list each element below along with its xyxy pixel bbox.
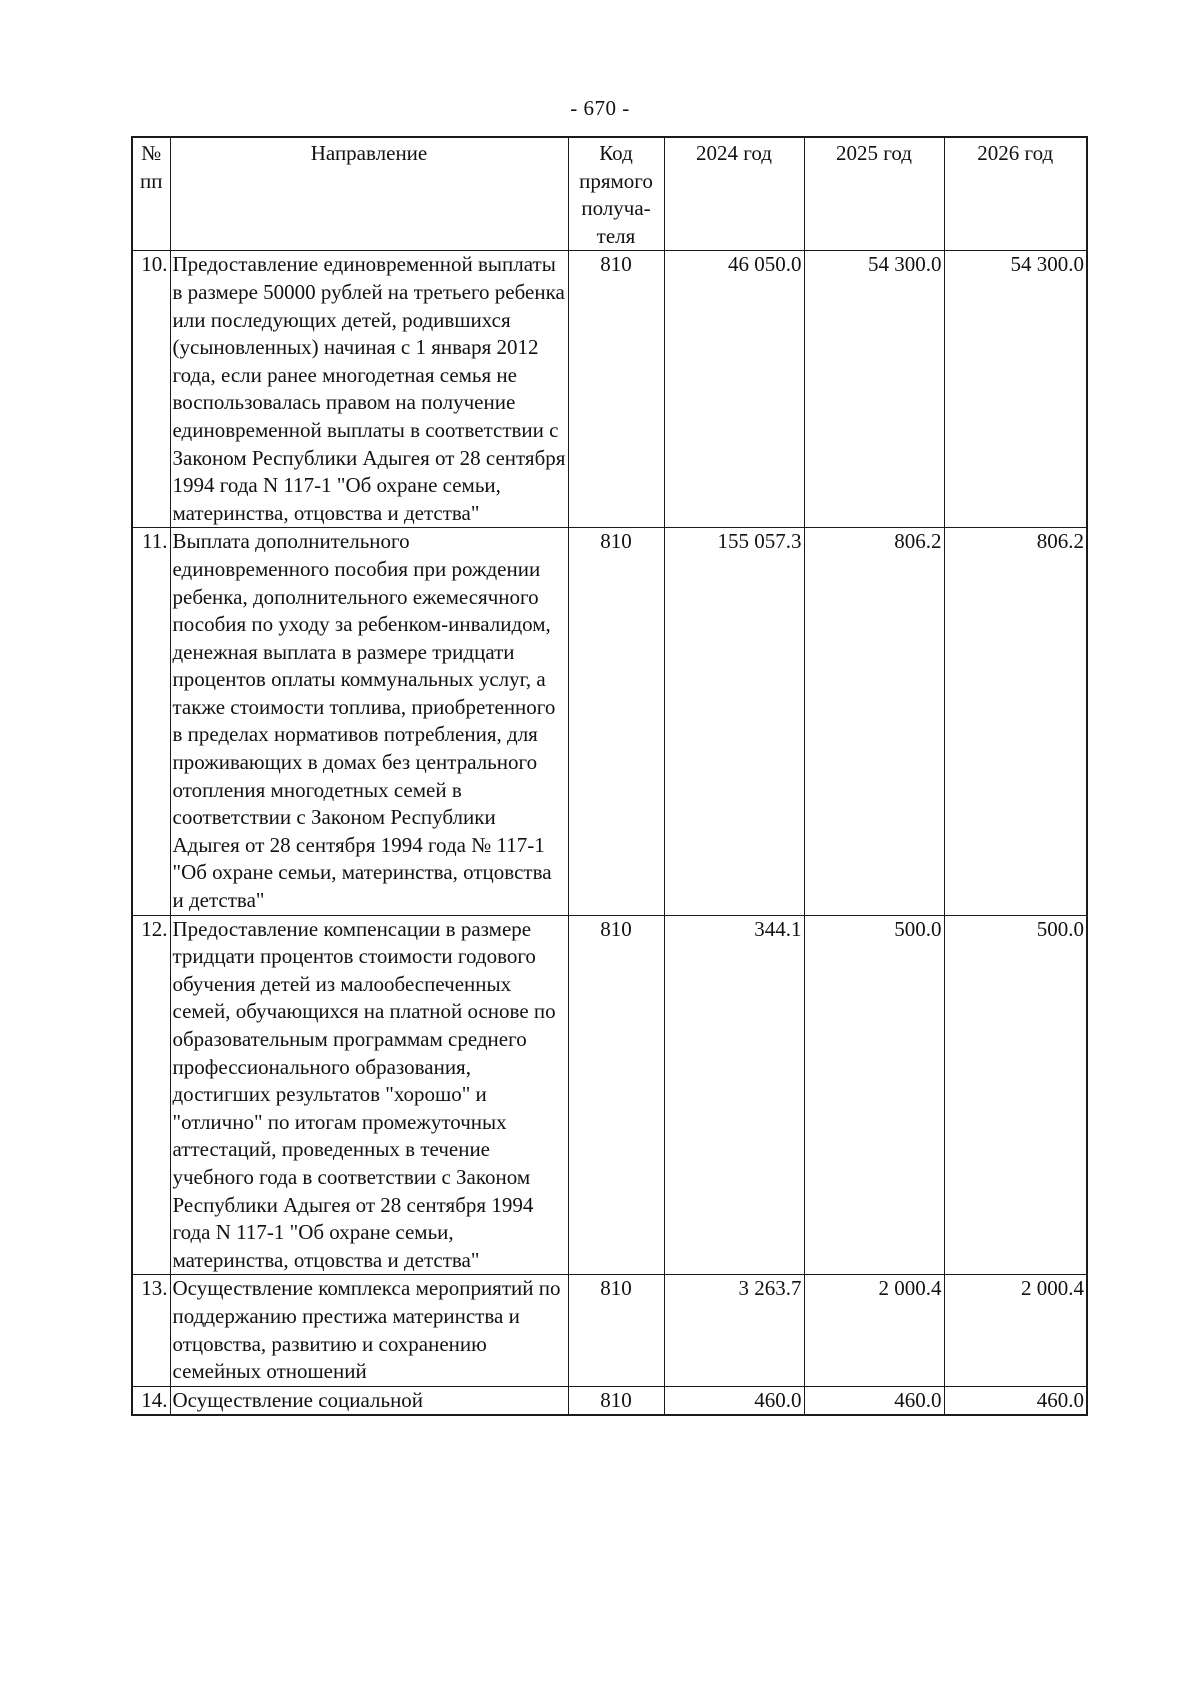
row-number: 11. [132,528,170,915]
row-code: 810 [568,1386,664,1415]
row-code: 810 [568,1275,664,1386]
row-code: 810 [568,251,664,528]
row-direction: Предоставление единовременной выплаты в размере 50000 рублей на третьего ребенка или последующих детей, родившихся (усыновленных) начиная с 1 января 2012 года, если ранее многодетная семья не воспользовалась правом на получение единовременной выплаты в соответствии с Законом Республики Адыгея от 28 сентября 1994 года N 117-1 "Об охране семьи, материнства, отцовства и детства" [170,251,568,528]
row-code: 810 [568,915,664,1275]
row-number: 12. [132,915,170,1275]
row-amount-2026: 500.0 [944,915,1087,1275]
row-amount-2026: 806.2 [944,528,1087,915]
header-2024: 2024 год [664,137,804,251]
row-number: 10. [132,251,170,528]
row-amount-2024: 460.0 [664,1386,804,1415]
table-header [132,137,1087,251]
row-amount-2024: 155 057.3 [664,528,804,915]
header-direction: Направление [170,137,568,251]
row-code: 810 [568,528,664,915]
row-amount-2026: 2 000.4 [944,1275,1087,1386]
table-row [132,1386,1087,1415]
table-row [132,915,1087,1275]
row-direction: Предоставление компенсации в размере тридцати процентов стоимости годового обучения детей из малообеспеченных семей, обучающихся на платной основе по образовательным программам среднего профессионального образования, достигших результатов "хорошо" и "отлично" по итогам промежуточных аттестаций, проведенных в течение учебного года в соответствии с Законом Республики Адыгея от 28 сентября 1994 года N 117-1 "Об охране семьи, материнства, отцовства и детства" [170,915,568,1275]
budget-table [131,136,1088,1416]
header-2025: 2025 год [804,137,944,251]
row-amount-2026: 54 300.0 [944,251,1087,528]
row-amount-2024: 344.1 [664,915,804,1275]
row-amount-2025: 460.0 [804,1386,944,1415]
row-number: 13. [132,1275,170,1386]
row-amount-2025: 2 000.4 [804,1275,944,1386]
budget-table-container [131,136,1086,1416]
header-2026: 2026 год [944,137,1087,251]
table-row [132,528,1087,915]
table-row [132,1275,1087,1386]
row-amount-2026: 460.0 [944,1386,1087,1415]
table-row [132,251,1087,528]
table-body [132,251,1087,1415]
header-num: № пп [132,137,170,251]
row-amount-2025: 806.2 [804,528,944,915]
row-amount-2024: 3 263.7 [664,1275,804,1386]
row-amount-2024: 46 050.0 [664,251,804,528]
row-direction: Осуществление комплекса мероприятий по поддержанию престижа материнства и отцовства, развитию и сохранению семейных отношений [170,1275,568,1386]
row-number: 14. [132,1386,170,1415]
header-code: Код прямого получа-теля [568,137,664,251]
row-direction: Осуществление социальной [170,1386,568,1415]
row-amount-2025: 54 300.0 [804,251,944,528]
row-amount-2025: 500.0 [804,915,944,1275]
header-row [132,137,1087,251]
page-number: - 670 - [570,96,630,120]
row-direction: Выплата дополнительного единовременного пособия при рождении ребенка, дополнительного ежемесячного пособия по уходу за ребенком-инвалидом, денежная выплата в размере тридцати процентов оплаты коммунальных услуг, а также стоимости топлива, приобретенного в пределах нормативов потребления, для проживающих в домах без центрального отопления многодетных семей в соответствии с Законом Республики Адыгея от 28 сентября 1994 года № 117-1 "Об охране семьи, материнства, отцовства и детства" [170,528,568,915]
